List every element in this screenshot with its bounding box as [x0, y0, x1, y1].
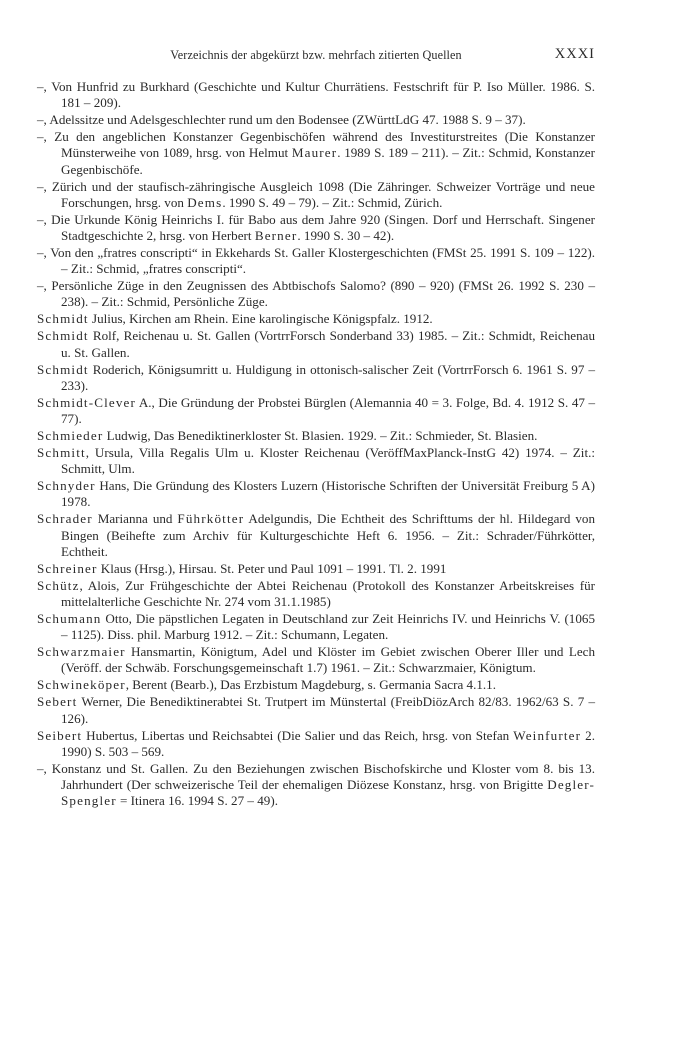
author-name: Sebert — [37, 694, 78, 710]
entry-text: Hansmartin, Königtum, Adel und Klöster im Gebiet zwischen Oberer Iller und Lech (Veröff. der Schwäb. Forschungsgemeinschaft 1.7) 1961. – Zit.: Schwarzmaier, Königtum. — [61, 644, 595, 676]
author-name: Maurer — [291, 145, 338, 161]
author-name: Schnyder — [37, 478, 96, 494]
bibliography-entry — [37, 129, 595, 178]
author-name: Schmidt — [37, 311, 89, 327]
entry-text: –, Von Hunfrid zu Burkhard (Geschichte und Kultur Churrätiens. Festschrift für P. Iso Müller. 1986. S. 181 – 209). — [37, 79, 595, 111]
author-name: Führkötter — [177, 511, 245, 527]
entry-text: . 1990 S. 49 – 79). – Zit.: Schmid, Zürich. — [222, 194, 443, 210]
entry-text: Hubertus, Libertas und Reichsabtei (Die Salier und das Reich, hrsg. von Stefan — [82, 727, 514, 743]
author-name: Schmitt — [37, 445, 86, 461]
author-name: Schmidt — [37, 361, 89, 377]
bibliography-entry — [37, 677, 595, 693]
entry-text: Marianna und — [92, 511, 178, 527]
entry-text: Werner, Die Benediktinerabtei St. Trutpert im Münstertal (FreibDiözArch 82/83. 1962/63 S. 7 – 126). — [61, 694, 595, 726]
entry-text: Roderich, Königsumritt u. Huldigung in ottonisch-salischer Zeit (VortrrForsch 6. 1961 S. 97 – 233). — [61, 361, 595, 393]
bibliography-entry — [37, 478, 595, 510]
entry-text: –, Zürich und der staufisch-zähringische Ausgleich 1098 (Die Zähringer. Schweizer Vorträge und neue Forschungen, hrsg. von — [37, 178, 595, 210]
entry-text: Adelgundis, Die Echtheit des Schrifttums der hl. Hildegard von Bingen (Beihefte zum Archiv für Kulturgeschichte Heft 6. 1956. – Zit.: Schrader/Führkötter, Echtheit. — [61, 511, 595, 559]
author-name: Schreiner — [37, 560, 98, 576]
bibliography-entry — [37, 728, 595, 760]
entry-text: –, Von den „fratres conscripti“ in Ekkehards St. Galler Klostergeschichten (FMSt 25. 1991 S. 109 – 122). – Zit.: Schmid, „fratres conscripti“. — [37, 245, 595, 277]
author-name: Schwarzmaier — [37, 644, 126, 660]
entry-text: , Berent (Bearb.), Das Erzbistum Magdeburg, s. Germania Sacra 4.1.1. — [125, 677, 496, 693]
entry-text: Julius, Kirchen am Rhein. Eine karolingische Königspfalz. 1912. — [88, 311, 433, 327]
bibliography-list — [37, 79, 595, 810]
bibliography-entry — [37, 511, 595, 560]
bibliography-entry — [37, 212, 595, 244]
entry-text: –, Adelssitze und Adelsgeschlechter rund um den Bodensee (ZWürttLdG 47. 1988 S. 9 – 37). — [37, 112, 526, 128]
entry-text: Klaus (Hrsg.), Hirsau. St. Peter und Paul 1091 – 1991. Tl. 2. 1991 — [97, 560, 447, 576]
page-number: XXXI — [554, 46, 595, 62]
entry-text: Otto, Die päpstlichen Legaten in Deutschland zur Zeit Heinrichs IV. und Heinrichs V. (1065 – 1125). Diss. phil. Marburg 1912. – Zit.: Schumann, Legaten. — [61, 611, 595, 643]
bibliography-entry — [37, 761, 595, 810]
author-name: Dems — [187, 194, 223, 210]
author-name: Schumann — [37, 611, 102, 627]
author-name: Weinfurter — [513, 727, 582, 743]
bibliography-entry — [37, 561, 595, 577]
author-name: Schütz — [37, 577, 80, 593]
entry-text: –, Die Urkunde König Heinrichs I. für Babo aus dem Jahre 920 (Singen. Dorf und Herrschaft. Singener Stadtgeschichte 2, hrsg. von Herbert — [37, 211, 595, 244]
running-title: Verzeichnis der abgekürzt bzw. mehrfach zitierten Quellen — [170, 48, 462, 62]
author-name: Schmidt-Clever — [37, 394, 137, 410]
bibliography-entry — [37, 79, 595, 111]
entry-text: –, Konstanz und St. Gallen. Zu den Beziehungen zwischen Bischofskirche und Kloster vom 8. bis 13. Jahrhundert (Der schweizerische Teil der ehemaligen Diözese Konstanz, hrsg. von Brigitte — [37, 760, 595, 793]
author-name: Schmieder — [37, 428, 104, 444]
bibliography-entry — [37, 362, 595, 394]
author-name: Seibert — [37, 727, 83, 743]
bibliography-entry — [37, 245, 595, 277]
entry-text: –, Zu den angeblichen Konstanzer Gegenbischöfen während des Investiturstreites (Die Konstanzer Münsterweihe von 1089, hrsg. von Helmut — [37, 129, 595, 161]
page-header — [37, 46, 595, 72]
entry-text: Hans, Die Gründung des Klosters Luzern (Historische Schriften der Universität Freiburg 5 A) 1978. — [61, 478, 595, 510]
bibliography-entry — [37, 611, 595, 643]
entry-text: A., Die Gründung der Probstei Bürglen (Alemannia 40 = 3. Folge, Bd. 4. 1912 S. 47 – 77). — [61, 394, 595, 427]
author-name: Schmidt — [37, 328, 89, 344]
entry-text: 2. 1990) S. 503 – 569. — [61, 727, 596, 759]
entry-text: Ludwig, Das Benediktinerkloster St. Blasien. 1929. – Zit.: Schmieder, St. Blasien. — [103, 428, 538, 444]
bibliography-entry — [37, 428, 595, 444]
bibliography-entry — [37, 112, 595, 128]
bibliography-entry — [37, 179, 595, 211]
bibliography-entry — [37, 395, 595, 427]
entry-text: –, Persönliche Züge in den Zeugnissen des Abtbischofs Salomo? (890 – 920) (FMSt 26. 1992 S. 230 – 238). – Zit.: Schmid, Persönliche Züge. — [37, 278, 595, 310]
entry-text: , Ursula, Villa Regalis Ulm u. Kloster Reichenau (VeröffMaxPlanck-InstG 42) 1974. – Zit.: Schmitt, Ulm. — [61, 445, 595, 477]
author-name: Schwineköper — [37, 677, 126, 693]
entry-text: . 1989 S. 189 – 211). – Zit.: Schmid, Konstanzer Gegenbischöfe. — [61, 145, 595, 177]
bibliography-entry — [37, 328, 595, 360]
bibliography-entry — [37, 445, 595, 477]
bibliography-entry — [37, 644, 595, 676]
bibliography-entry — [37, 694, 595, 726]
author-name: Berner — [254, 228, 298, 244]
bibliography-entry — [37, 278, 595, 310]
bibliography-entry — [37, 578, 595, 610]
author-name: Degler-Spengler — [61, 777, 595, 809]
entry-text: . 1990 S. 30 – 42). — [297, 228, 395, 244]
author-name: Schrader — [37, 511, 93, 527]
bibliography-entry — [37, 311, 595, 327]
entry-text: = Itinera 16. 1994 S. 27 – 49). — [116, 793, 278, 809]
entry-text: , Alois, Zur Frühgeschichte der Abtei Reichenau (Protokoll des Konstanzer Arbeitskreises für mittelalterliche Geschichte Nr. 274 vom 31.1.1985) — [61, 577, 595, 610]
entry-text: Rolf, Reichenau u. St. Gallen (VortrrForsch Sonderband 33) 1985. – Zit.: Schmidt, Reichenau u. St. Gallen. — [61, 328, 595, 360]
